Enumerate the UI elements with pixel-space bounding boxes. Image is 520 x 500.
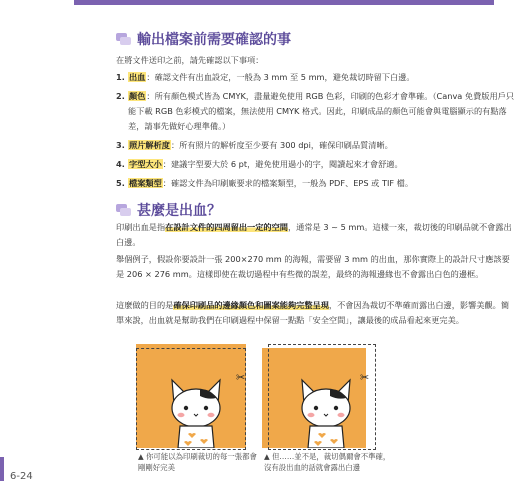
figure-caption: ▲ 但……並不是，裁切偶爾會不準確，沒有設出血的話就會露出白邊 <box>264 452 391 472</box>
paragraph-purpose: 這麼做的目的是確保印刷品的邊緣顏色和圖案能夠完整呈現，不會因為裁切不準確而露出白邊，影響美觀。簡單來說，出血就是幫助我們在印刷過程中保留一點點「安全空間」，讓最後的成品看起來更完美。 <box>116 300 510 325</box>
list-item: 2. 顏色：所有顏色模式皆為 CMYK，盡量避免使用 RGB 色彩，印刷的色彩才會準確。（Canva 免費版用戶只能下載 RGB 色彩模式的檔案，無法使用 CMYK 格式。因此，印刷成品的顏色可能會與電腦顯示的有點落差，請事先做好心理準備。） <box>116 91 515 131</box>
figure-misaligned-trim <box>262 344 374 448</box>
paragraph-bleed-definition: 印刷出血是指在設計文件的四周留出一定的空間，通常是 3 ~ 5 mm。這樣一來，裁切後的印刷品就不會露出白邊。 <box>116 222 512 247</box>
list-item: 5. 檔案類型：確認文件為印刷廠要求的檔案類型，一般為 PDF、EPS 或 TIF 檔。 <box>116 178 414 188</box>
checklist <box>116 70 516 195</box>
cat-illustration <box>166 374 226 448</box>
paragraph-example: 舉個例子，假設你要設計一張 200×270 mm 的海報，需要留 3 mm 的出血，那你實際上的設計尺寸應該要是 206 × 276 mm。這樣即使在裁切過程中有些微的誤差，最終的海報邊緣也不會露出白色的邊框。 <box>116 254 510 279</box>
term-color: 顏色 <box>129 91 146 101</box>
term-resolution: 照片解析度 <box>129 140 170 150</box>
figure-perfect-trim <box>136 344 248 448</box>
scissors-icon: ✂ <box>360 371 370 384</box>
section-heading-text: 輸出檔案前需要確認的事 <box>137 32 291 48</box>
heading-bullet-icon <box>116 33 131 45</box>
page-number: 6-24 <box>10 471 33 482</box>
section-heading-text: 甚麼是出血？ <box>137 203 221 219</box>
list-item: 4. 字型大小：建議字型要大於 6 pt，避免使用過小的字，閱讀起來才會舒適。 <box>116 159 403 169</box>
page-side-tab <box>0 457 4 481</box>
term-file-type: 檔案類型 <box>129 178 162 188</box>
figure-caption: ▲ 你可能以為印刷裁切的每一張都會剛剛好完美 <box>138 452 257 472</box>
list-item: 3. 照片解析度：所有照片的解析度至少要有 300 dpi，確保印刷品質清晰。 <box>116 140 393 150</box>
section-heading-what-is-bleed <box>116 200 221 220</box>
top-accent-bar <box>74 0 494 5</box>
term-bleed: 出血 <box>129 72 146 82</box>
heading-bullet-icon <box>116 204 131 216</box>
section-heading-output-check <box>116 29 291 49</box>
cat-illustration <box>296 374 356 448</box>
list-item: 1. 出血：確認文件有出血設定，一般為 3 mm 至 5 mm，避免裁切時留下白邊。 <box>116 72 415 82</box>
scissors-icon: ✂ <box>236 371 246 384</box>
term-font-size: 字型大小 <box>129 159 162 169</box>
intro-paragraph: 在將文件送印之前，請先確認以下事項： <box>116 55 264 65</box>
